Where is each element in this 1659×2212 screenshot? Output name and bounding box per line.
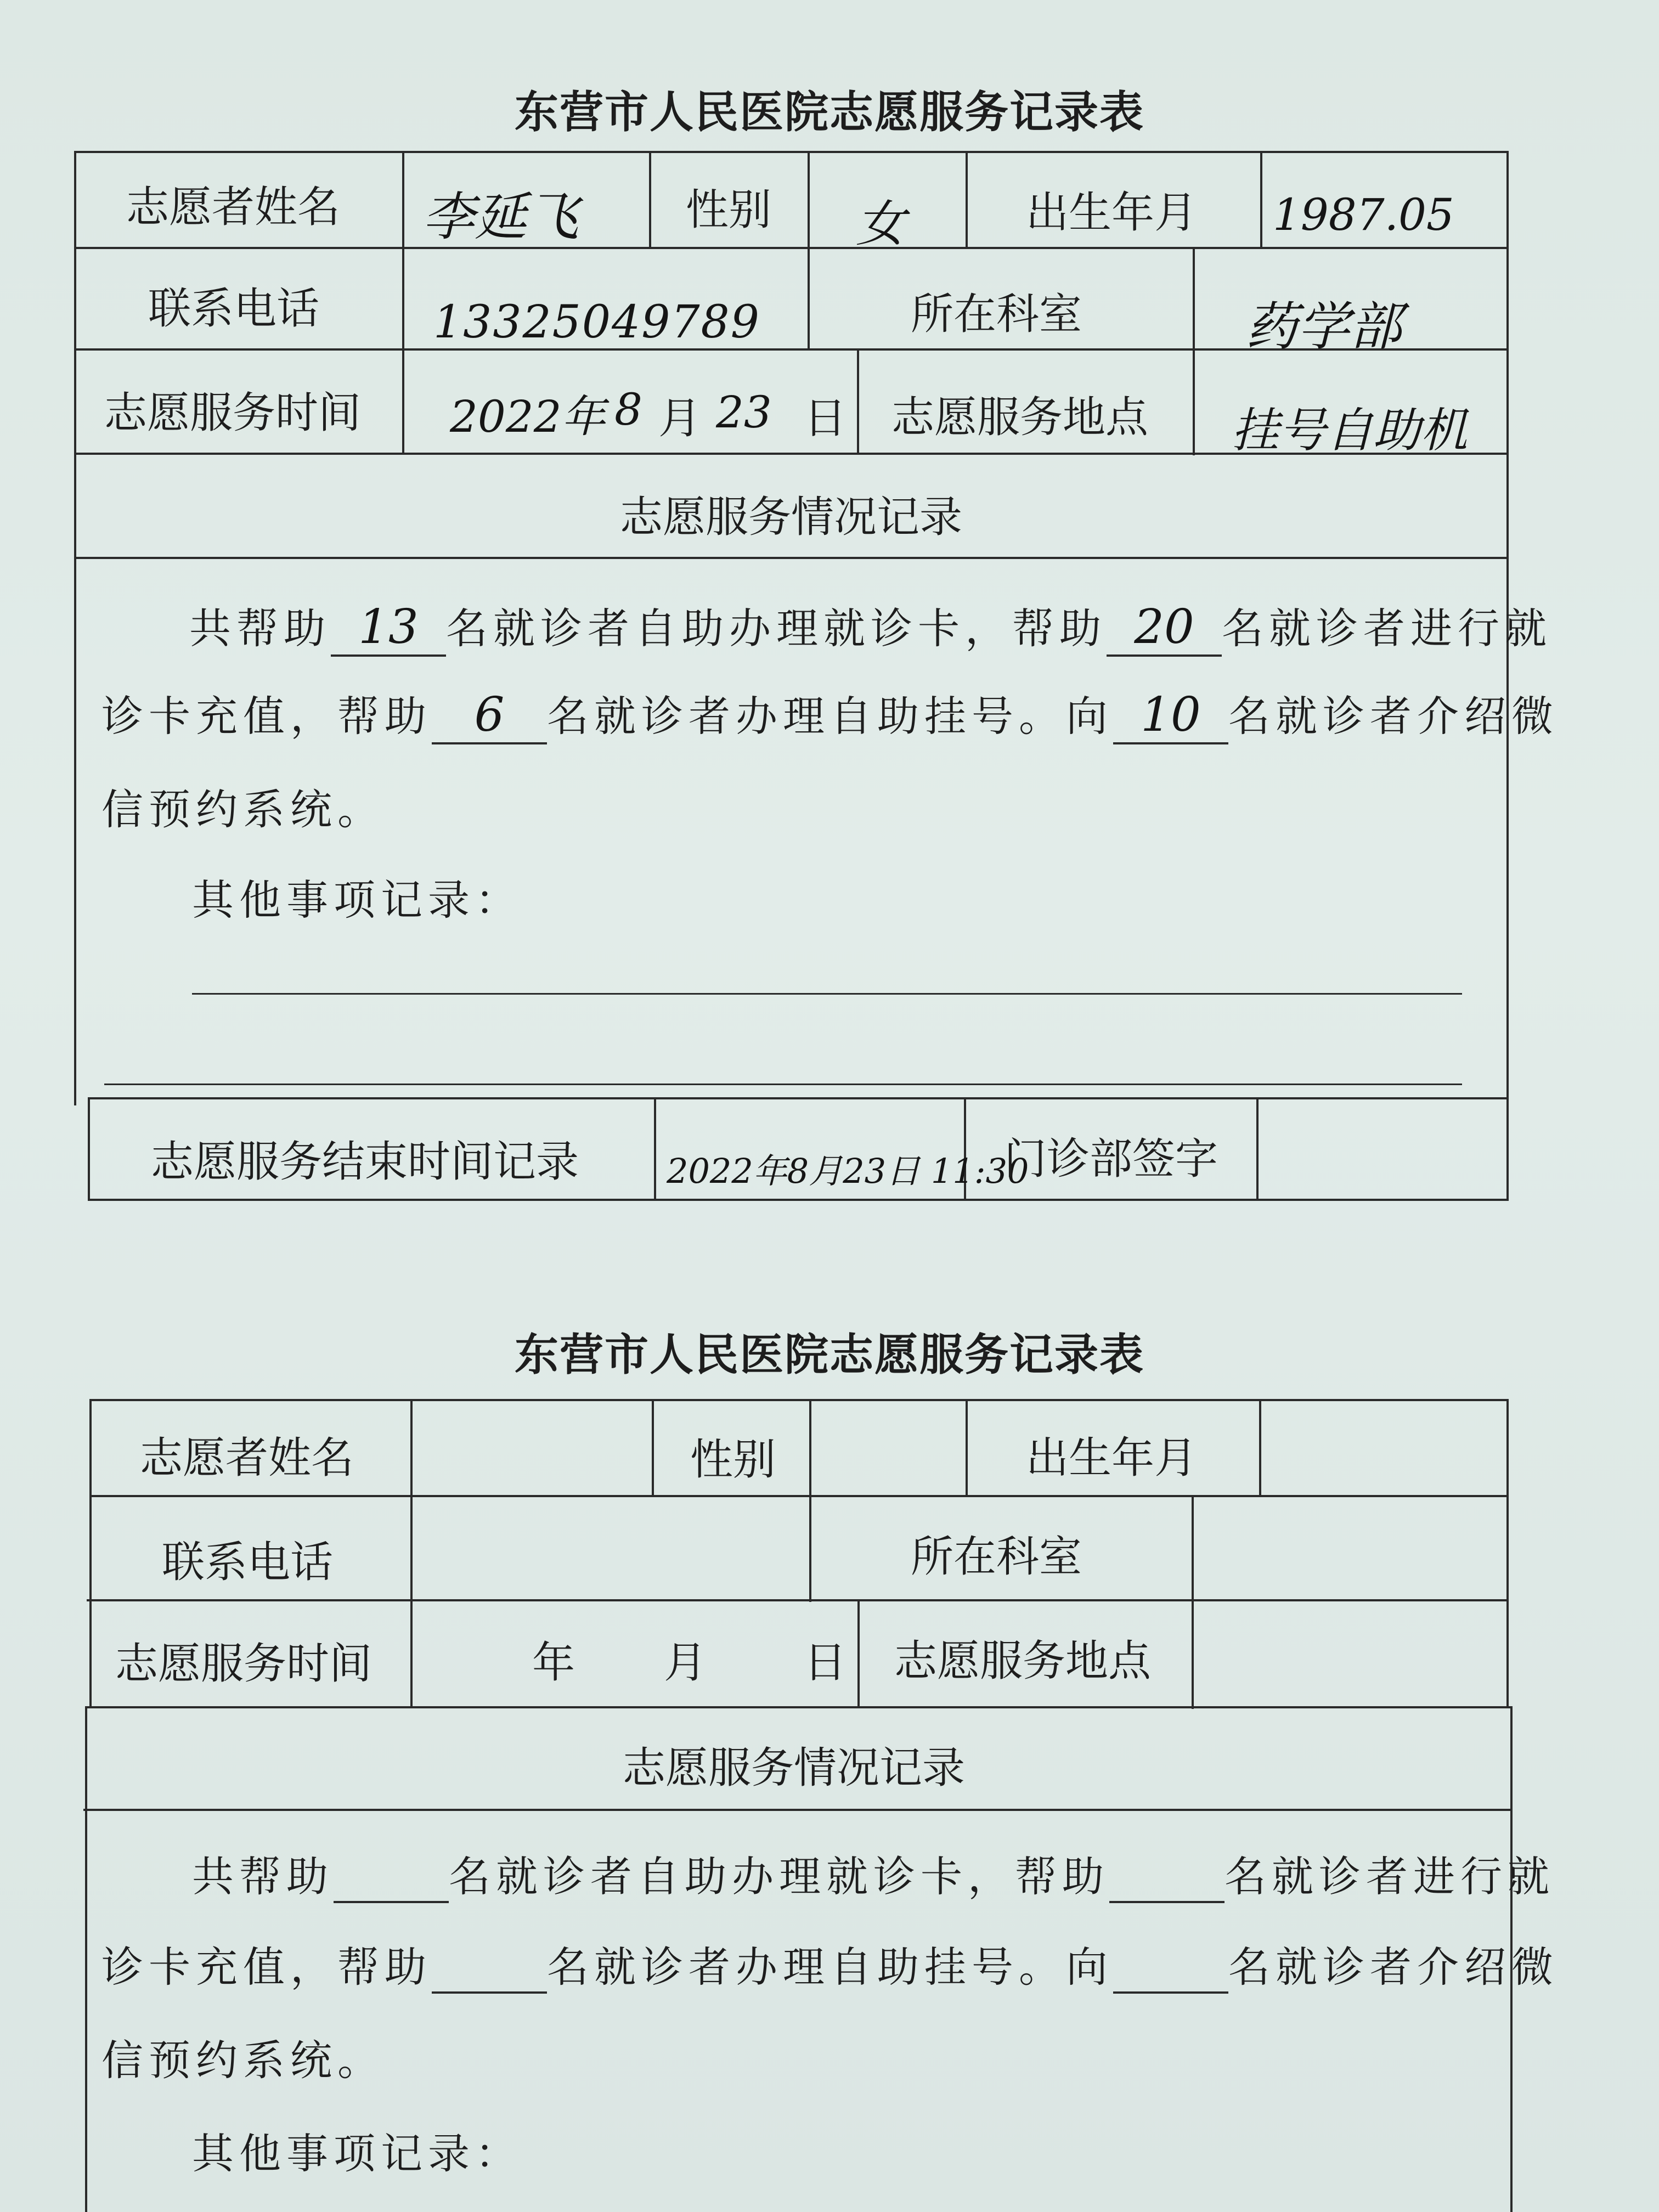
label-record-header: 志愿服务情况记录 [620, 493, 963, 542]
table-divider [649, 151, 651, 247]
table-border [74, 151, 1509, 153]
value-count-recharge: 20 [1134, 600, 1194, 654]
label-other-2: 其他事项记录： [192, 2129, 522, 2178]
table-border [89, 1399, 1509, 1401]
table-divider [1193, 247, 1195, 455]
label-dept: 所在科室 [911, 290, 1082, 339]
form-title-2: 东营市人民医院志愿服务记录表 [515, 1329, 1144, 1380]
label-service-time-2: 志愿服务时间 [115, 1639, 373, 1689]
label-month: 月 [658, 394, 702, 443]
table-border [88, 1199, 1509, 1201]
table-divider [1192, 1495, 1194, 1709]
table-divider [857, 1599, 860, 1706]
label-record-header-2: 志愿服务情况记录 [623, 1743, 966, 1793]
table-border [74, 151, 76, 1105]
record-line-3: 信预约系统。 [101, 785, 385, 834]
table-border [87, 1599, 1509, 1601]
table-border [85, 1706, 87, 2212]
table-divider [652, 1399, 654, 1495]
value-count-register: 6 [474, 687, 505, 742]
table-border [88, 1097, 1509, 1099]
label-name-2: 志愿者姓名 [140, 1434, 354, 1483]
value-dept: 药学部 [1245, 297, 1402, 357]
table-divider [809, 1399, 811, 1602]
table-divider [1260, 151, 1262, 247]
value-count-wechat: 10 [1141, 687, 1201, 742]
table-divider [966, 1399, 968, 1495]
label-birth-2: 出生年月 [1026, 1434, 1198, 1483]
label-service-place: 志愿服务地点 [891, 393, 1149, 442]
table-border [83, 1809, 1513, 1811]
table-border [88, 1097, 90, 1199]
table-divider [654, 1097, 656, 1199]
record-line-1-2: 共帮助 名就诊者自助办理就诊卡，帮助 名就诊者进行就 [192, 1843, 1555, 1903]
label-service-place-2: 志愿服务地点 [894, 1637, 1152, 1686]
value-service-month: 8 [614, 384, 642, 435]
table-border [1506, 151, 1509, 1199]
table-divider [1259, 1399, 1261, 1495]
label-gender-2: 性别 [690, 1435, 776, 1485]
value-birth: 1987.05 [1273, 189, 1454, 240]
label-day: 日 [804, 394, 847, 443]
label-birth: 出生年月 [1026, 188, 1198, 238]
value-count-card: 13 [358, 600, 419, 654]
table-border [89, 1495, 1509, 1497]
label-name: 志愿者姓名 [126, 183, 341, 232]
form-title-1: 东营市人民医院志愿服务记录表 [515, 87, 1144, 138]
record-line-1: 共帮助 13 名就诊者自助办理就诊卡，帮助 20 名就诊者进行就 [189, 595, 1552, 657]
value-phone: 13325049789 [433, 296, 760, 348]
label-service-time: 志愿服务时间 [104, 388, 362, 438]
table-divider [1256, 1097, 1259, 1199]
label-other: 其他事项记录： [192, 876, 522, 924]
record-line-2-2: 诊卡充值，帮助 名就诊者办理自助挂号。向 名就诊者介绍微 [101, 1934, 1559, 1994]
record-line-2: 诊卡充值，帮助 6 名就诊者办理自助挂号。向 10 名就诊者介绍微 [101, 683, 1559, 744]
value-service-day: 23 [716, 387, 772, 438]
table-border [85, 1706, 1510, 1708]
label-year-2: 年 [532, 1638, 575, 1688]
label-month-2: 月 [664, 1638, 707, 1688]
table-divider [402, 151, 404, 453]
value-name: 李延飞 [422, 187, 579, 247]
table-divider [857, 348, 859, 453]
label-phone: 联系电话 [148, 284, 320, 334]
table-border [89, 1399, 92, 1706]
label-end-time: 志愿服务结束时间记录 [151, 1137, 579, 1187]
notes-line [192, 993, 1462, 995]
value-service-year: 2022年 [450, 391, 606, 442]
label-dept-2: 所在科室 [911, 1532, 1082, 1582]
record-line-3-2: 信预约系统。 [101, 2036, 385, 2085]
table-border [74, 247, 1509, 249]
label-gender: 性别 [686, 185, 772, 235]
value-service-place: 挂号自助机 [1232, 403, 1468, 458]
notes-line [104, 1084, 1462, 1085]
table-border [74, 557, 1509, 559]
table-border [1506, 1399, 1509, 1706]
value-gender: 女 [856, 195, 905, 253]
table-divider [808, 151, 810, 348]
label-signature: 门诊部签字 [1004, 1135, 1218, 1184]
value-end-time: 2022年8月23日 11:30 [667, 1151, 1029, 1191]
label-day-2: 日 [804, 1638, 847, 1688]
table-divider [966, 151, 968, 247]
label-phone-2: 联系电话 [162, 1538, 334, 1587]
table-divider [410, 1399, 413, 1706]
